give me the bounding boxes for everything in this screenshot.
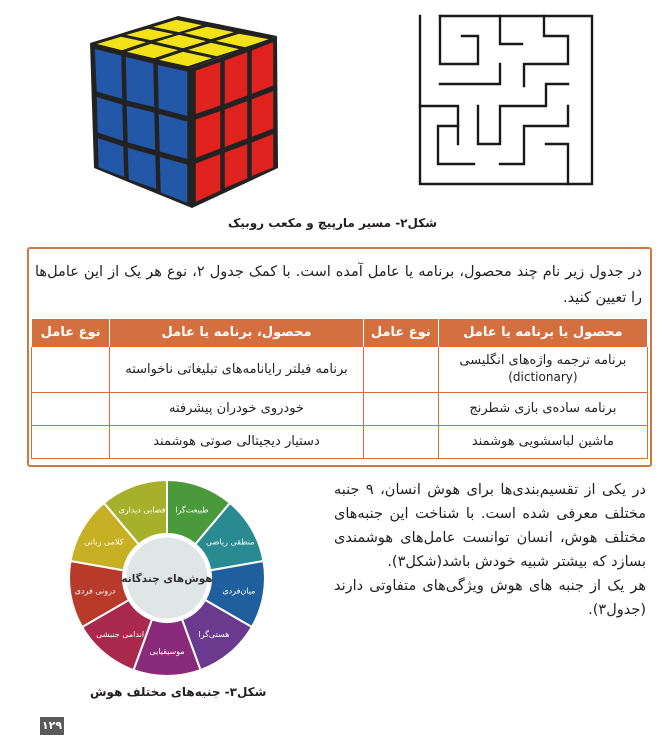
agent-type-answer-cell[interactable] bbox=[32, 425, 110, 458]
header-item-left: محصول، برنامه یا عامل bbox=[110, 319, 364, 346]
activity-box bbox=[27, 247, 652, 467]
intelligence-paragraph bbox=[334, 478, 646, 622]
multiple-intelligences-wheel bbox=[62, 478, 272, 678]
header-type-right: نوع عامل bbox=[363, 319, 438, 346]
table-row bbox=[32, 346, 648, 392]
paragraph-1: در یکی از تقسیم‌بندی‌ها برای هوش انسان، ۹ جنبه مختلف معرفی شده است. با شناخت این جنبه‌های مختلف هوش، انسان توانست عامل‌های هوشمندی بسازد که بیشتر شبیه خودش باشد(شکل۳). bbox=[334, 482, 646, 570]
header-item-right: محصول یا برنامه یا عامل bbox=[438, 319, 647, 346]
item-cell: برنامه فیلتر رایانامه‌های تبلیغاتی ناخواسته bbox=[110, 346, 364, 392]
table-row bbox=[32, 392, 648, 425]
agent-type-table bbox=[31, 319, 648, 459]
agent-type-answer-cell[interactable] bbox=[363, 425, 438, 458]
table-header-row bbox=[32, 319, 648, 346]
item-cell: خودروی خودران پیشرفته bbox=[110, 392, 364, 425]
paragraph-2: هر یک از جنبه های هوش ویژگی‌های متفاوتی دارند (جدول۳). bbox=[334, 578, 646, 618]
wheel-center-label: هوش‌های چندگانه bbox=[121, 573, 213, 585]
wheel-segment-label: هستی‌گرا bbox=[198, 629, 230, 639]
wheel-segment-label: منطقی ریاضی bbox=[205, 537, 255, 547]
page-number: ۱۲۹ bbox=[40, 717, 64, 735]
figure-2-caption: شکل۲- مسیر مارپیچ و مکعب روبیک bbox=[228, 216, 437, 230]
activity-instructions: در جدول زیر نام چند محصول، برنامه یا عامل آمده است. با کمک جدول ۲، نوع هر یک از این عامل‌ها را تعیین کنید. bbox=[35, 264, 642, 306]
wheel-segment-label: کلامی زبانی bbox=[84, 537, 124, 547]
wheel-segment-label: میان‌فردی bbox=[222, 586, 256, 596]
maze-image bbox=[418, 14, 594, 186]
item-cell: ماشین لباسشویی هوشمند bbox=[438, 425, 647, 458]
item-cell: برنامه ساده‌ی بازی شطرنج bbox=[438, 392, 647, 425]
wheel-segment-label: درونی فردی bbox=[74, 586, 116, 596]
item-cell: برنامه ترجمه واژه‌های انگلیسی (dictionary) bbox=[438, 346, 647, 392]
figure-3-caption: شکل۳- جنبه‌های مختلف هوش bbox=[90, 685, 267, 699]
wheel-segment-label: اندامی جنبشی bbox=[96, 629, 145, 639]
agent-type-answer-cell[interactable] bbox=[32, 346, 110, 392]
header-type-left: نوع عامل bbox=[32, 319, 110, 346]
wheel-segment-label: طبیعت‌گرا bbox=[175, 505, 209, 515]
rubiks-cube-image bbox=[82, 8, 292, 213]
item-cell: دستیار دیجیتالی صوتی هوشمند bbox=[110, 425, 364, 458]
agent-type-answer-cell[interactable] bbox=[363, 392, 438, 425]
wheel-segment-label: موسیقیایی bbox=[149, 647, 185, 656]
agent-type-answer-cell[interactable] bbox=[32, 392, 110, 425]
wheel-segment-label: فضایی دیداری bbox=[118, 505, 166, 515]
table-row bbox=[32, 425, 648, 458]
agent-type-answer-cell[interactable] bbox=[363, 346, 438, 392]
